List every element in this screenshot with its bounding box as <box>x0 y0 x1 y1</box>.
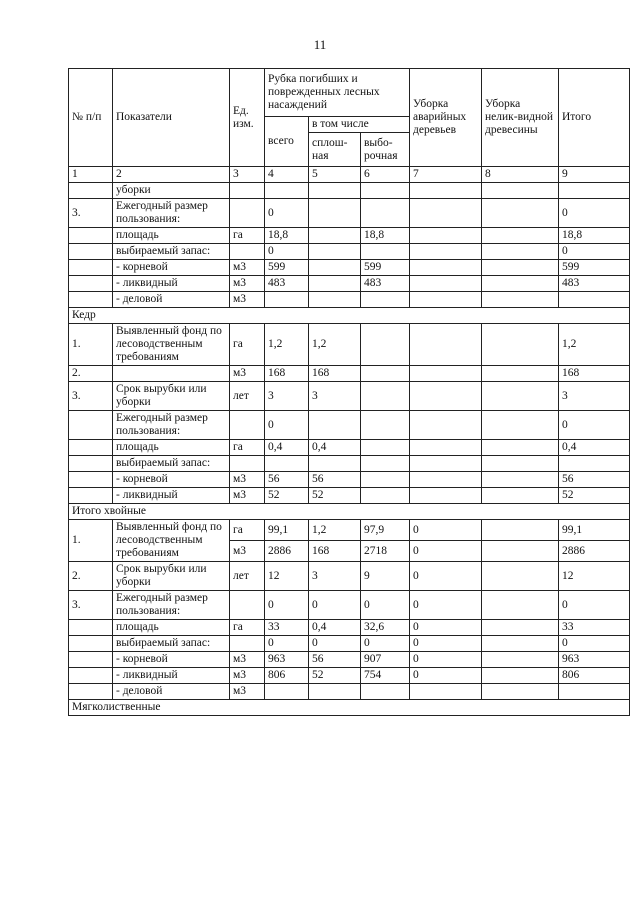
table-cell <box>482 620 559 636</box>
table-cell <box>309 228 361 244</box>
table-cell: 806 <box>559 668 630 684</box>
table-cell: 599 <box>265 260 309 276</box>
section-row <box>69 504 630 520</box>
table-cell: 0,4 <box>265 440 309 456</box>
table-cell: м3 <box>230 472 265 488</box>
table-cell: 9 <box>361 562 410 591</box>
table-cell: 18,8 <box>559 228 630 244</box>
section-label: Мягколиственные <box>69 700 630 716</box>
table-cell <box>559 292 630 308</box>
table-cell <box>410 472 482 488</box>
table-cell <box>361 684 410 700</box>
table-row <box>69 244 630 260</box>
table-cell: 963 <box>265 652 309 668</box>
table-cell: - ликвидный <box>113 668 230 684</box>
table-cell: 52 <box>309 488 361 504</box>
table-cell <box>410 440 482 456</box>
table-cell: 0 <box>410 562 482 591</box>
table-cell: - деловой <box>113 292 230 308</box>
table-cell <box>361 199 410 228</box>
table-row <box>69 183 630 199</box>
table-cell: 0 <box>361 636 410 652</box>
table-cell: м3 <box>230 292 265 308</box>
table-cell <box>309 199 361 228</box>
table-row <box>69 520 630 541</box>
table-cell: 3 <box>559 382 630 411</box>
table-row <box>69 366 630 382</box>
table-cell <box>410 411 482 440</box>
header-indicators: Показатели <box>113 69 230 167</box>
table-cell: 0 <box>265 199 309 228</box>
table-cell: 0 <box>410 541 482 562</box>
table-cell <box>559 684 630 700</box>
table-cell: 0 <box>410 520 482 541</box>
table-cell: 56 <box>265 472 309 488</box>
table-cell: 52 <box>559 488 630 504</box>
table-cell: 168 <box>309 366 361 382</box>
table-cell <box>69 456 113 472</box>
table-cell: 806 <box>265 668 309 684</box>
table-cell: 99,1 <box>559 520 630 541</box>
table-cell <box>410 276 482 292</box>
table-cell: Выявленный фонд по лесоводственным требованиям <box>113 324 230 366</box>
table-cell <box>69 244 113 260</box>
table-cell <box>559 183 630 199</box>
table-cell: 0 <box>410 620 482 636</box>
table-cell <box>230 199 265 228</box>
table-cell: 3. <box>69 199 113 228</box>
table-cell: 33 <box>559 620 630 636</box>
table-cell <box>69 183 113 199</box>
table-cell <box>69 292 113 308</box>
table-cell: лет <box>230 382 265 411</box>
table-row <box>69 411 630 440</box>
table-cell <box>410 228 482 244</box>
table-cell: 963 <box>559 652 630 668</box>
table-cell: 3 <box>309 562 361 591</box>
table-cell <box>69 488 113 504</box>
table-cell: 0,4 <box>309 440 361 456</box>
table-cell <box>309 411 361 440</box>
table-body <box>69 183 630 716</box>
table-row <box>69 276 630 292</box>
table-row <box>69 382 630 411</box>
table-cell: 12 <box>559 562 630 591</box>
header-column-number: 1 <box>69 167 113 183</box>
table-cell <box>482 684 559 700</box>
header-column-number: 6 <box>361 167 410 183</box>
table-cell <box>482 260 559 276</box>
table-cell <box>482 541 559 562</box>
table-cell: Выявленный фонд по лесоводственным требованиям <box>113 520 230 562</box>
table-cell <box>410 244 482 260</box>
table-cell: 483 <box>559 276 630 292</box>
table-cell: 2718 <box>361 541 410 562</box>
table-cell <box>482 652 559 668</box>
table-cell: 1. <box>69 324 113 366</box>
table-cell: 1,2 <box>309 520 361 541</box>
table-cell <box>482 276 559 292</box>
table-cell <box>410 456 482 472</box>
table-cell: 0 <box>410 591 482 620</box>
table-cell <box>361 382 410 411</box>
table-cell: - деловой <box>113 684 230 700</box>
table-cell <box>230 244 265 260</box>
table-cell: м3 <box>230 541 265 562</box>
table-cell: Ежегодный размер пользования: <box>113 411 230 440</box>
table-cell: 3. <box>69 382 113 411</box>
table-cell <box>410 292 482 308</box>
header-column-number: 3 <box>230 167 265 183</box>
header-unit: Ед. изм. <box>230 69 265 167</box>
table-cell <box>410 366 482 382</box>
table-cell <box>482 324 559 366</box>
page-number: 11 <box>313 37 327 52</box>
table-cell <box>309 183 361 199</box>
table-cell: 0 <box>265 411 309 440</box>
table-cell <box>482 411 559 440</box>
forest-use-table <box>68 68 630 716</box>
table-cell: 0 <box>265 591 309 620</box>
table-cell <box>482 199 559 228</box>
table-cell <box>482 472 559 488</box>
table-cell: 3. <box>69 591 113 620</box>
table-cell <box>309 260 361 276</box>
table-cell: 56 <box>309 652 361 668</box>
section-row <box>69 308 630 324</box>
table-cell <box>482 456 559 472</box>
table-cell: - корневой <box>113 472 230 488</box>
table-cell: 99,1 <box>265 520 309 541</box>
table-cell: 483 <box>265 276 309 292</box>
table-cell <box>361 292 410 308</box>
table-cell: Срок вырубки или уборки <box>113 562 230 591</box>
header-selective: выбо-рочная <box>361 133 410 167</box>
table-cell <box>230 456 265 472</box>
table-cell: Ежегодный размер пользования: <box>113 591 230 620</box>
table-cell: 97,9 <box>361 520 410 541</box>
table-cell <box>309 292 361 308</box>
header-total: Итого <box>559 69 630 167</box>
table-cell: 168 <box>309 541 361 562</box>
table-cell <box>309 456 361 472</box>
table-row <box>69 636 630 652</box>
table-cell: 56 <box>559 472 630 488</box>
table-cell <box>265 183 309 199</box>
table-header <box>69 69 630 183</box>
table-cell <box>69 276 113 292</box>
table-cell: м3 <box>230 488 265 504</box>
table-row <box>69 456 630 472</box>
table-cell: 2. <box>69 366 113 382</box>
table-cell: - ликвидный <box>113 276 230 292</box>
table-row <box>69 684 630 700</box>
table-row <box>69 620 630 636</box>
table-row <box>69 652 630 668</box>
table-cell: лет <box>230 562 265 591</box>
table-cell <box>410 260 482 276</box>
table-row <box>69 228 630 244</box>
table-cell <box>309 684 361 700</box>
table-cell <box>482 562 559 591</box>
header-group-sub: в том числе <box>309 117 410 133</box>
table-cell: 0 <box>410 652 482 668</box>
table-cell: 0 <box>559 411 630 440</box>
table-cell <box>482 520 559 541</box>
table-cell: 0,4 <box>309 620 361 636</box>
table-cell: уборки <box>113 183 230 199</box>
header-column-number: 9 <box>559 167 630 183</box>
table-cell: 33 <box>265 620 309 636</box>
table-cell <box>482 636 559 652</box>
header-col7: Уборка аварийных деревьев <box>410 69 482 167</box>
table-cell <box>559 456 630 472</box>
table-cell <box>410 684 482 700</box>
table-cell: 3 <box>265 382 309 411</box>
section-row <box>69 700 630 716</box>
header-col8: Уборка нелик-видной древесины <box>482 69 559 167</box>
table-cell: 12 <box>265 562 309 591</box>
table-cell: 483 <box>361 276 410 292</box>
table-cell: 599 <box>361 260 410 276</box>
table-cell: площадь <box>113 440 230 456</box>
table-cell: 18,8 <box>265 228 309 244</box>
table-cell <box>410 199 482 228</box>
table-cell: 0 <box>559 199 630 228</box>
table-cell <box>69 260 113 276</box>
table-row <box>69 472 630 488</box>
table-row <box>69 440 630 456</box>
table-cell: 32,6 <box>361 620 410 636</box>
table-cell <box>482 292 559 308</box>
header-number-row <box>69 167 630 183</box>
header-clear: сплош-ная <box>309 133 361 167</box>
table-cell <box>482 244 559 260</box>
table-cell <box>410 382 482 411</box>
table-cell: выбираемый запас: <box>113 456 230 472</box>
table-cell: 2886 <box>265 541 309 562</box>
table-cell <box>230 183 265 199</box>
table-cell: 2886 <box>559 541 630 562</box>
table-cell <box>69 620 113 636</box>
table-cell <box>410 324 482 366</box>
section-label: Кедр <box>69 308 630 324</box>
table-cell: 0 <box>265 244 309 260</box>
table-cell <box>482 668 559 684</box>
table-cell <box>265 292 309 308</box>
table-cell: 1. <box>69 520 113 562</box>
table-cell: 52 <box>265 488 309 504</box>
table-cell: 168 <box>265 366 309 382</box>
table-cell <box>361 456 410 472</box>
table-cell <box>482 591 559 620</box>
table-cell <box>309 244 361 260</box>
table-cell: м3 <box>230 260 265 276</box>
table-cell: 0 <box>410 668 482 684</box>
table-cell <box>482 228 559 244</box>
table-cell: - корневой <box>113 652 230 668</box>
table-cell: м3 <box>230 684 265 700</box>
table-cell: 0 <box>559 244 630 260</box>
table-cell: площадь <box>113 228 230 244</box>
table-cell: площадь <box>113 620 230 636</box>
table-cell: 0 <box>559 591 630 620</box>
header-column-number: 2 <box>113 167 230 183</box>
table-cell: га <box>230 520 265 541</box>
table-cell: м3 <box>230 276 265 292</box>
table-cell: 907 <box>361 652 410 668</box>
table-cell <box>69 668 113 684</box>
table-cell: Срок вырубки или уборки <box>113 382 230 411</box>
table-cell: 1,2 <box>559 324 630 366</box>
table-row <box>69 260 630 276</box>
table-cell: 3 <box>309 382 361 411</box>
header-column-number: 4 <box>265 167 309 183</box>
table-cell: 1,2 <box>309 324 361 366</box>
table-cell <box>230 411 265 440</box>
header-all: всего <box>265 117 309 167</box>
table-cell <box>69 472 113 488</box>
table-cell <box>265 684 309 700</box>
table-cell <box>69 411 113 440</box>
table-cell: 2. <box>69 562 113 591</box>
table-cell: - ликвидный <box>113 488 230 504</box>
table-cell: 52 <box>309 668 361 684</box>
table-cell <box>361 183 410 199</box>
table-cell: 0,4 <box>559 440 630 456</box>
header-column-number: 7 <box>410 167 482 183</box>
table-cell: выбираемый запас: <box>113 636 230 652</box>
table-row <box>69 668 630 684</box>
table-cell: выбираемый запас: <box>113 244 230 260</box>
table-cell <box>410 488 482 504</box>
table-cell: 1,2 <box>265 324 309 366</box>
table-cell <box>361 440 410 456</box>
table-cell: га <box>230 440 265 456</box>
header-column-number: 8 <box>482 167 559 183</box>
table-cell: Ежегодный размер пользования: <box>113 199 230 228</box>
table-cell <box>69 684 113 700</box>
table-cell: 0 <box>361 591 410 620</box>
header-column-number: 5 <box>309 167 361 183</box>
table-cell: га <box>230 324 265 366</box>
table-cell: га <box>230 620 265 636</box>
table-cell: га <box>230 228 265 244</box>
table-cell <box>482 488 559 504</box>
table-row <box>69 199 630 228</box>
table-cell <box>230 591 265 620</box>
table-cell: м3 <box>230 366 265 382</box>
table-cell: м3 <box>230 652 265 668</box>
table-row <box>69 324 630 366</box>
table-cell <box>265 456 309 472</box>
table-cell: м3 <box>230 668 265 684</box>
table-row <box>69 292 630 308</box>
table-cell <box>69 652 113 668</box>
table-cell: 754 <box>361 668 410 684</box>
table-cell <box>69 228 113 244</box>
table-cell <box>230 636 265 652</box>
table-cell <box>69 636 113 652</box>
table-cell: 0 <box>309 636 361 652</box>
table-cell: 0 <box>309 591 361 620</box>
table-cell: 168 <box>559 366 630 382</box>
table-cell: - корневой <box>113 260 230 276</box>
table-row <box>69 562 630 591</box>
table-cell <box>361 488 410 504</box>
table-cell <box>482 183 559 199</box>
table-row <box>69 591 630 620</box>
table-cell <box>361 472 410 488</box>
table-row <box>69 488 630 504</box>
table-cell <box>309 276 361 292</box>
table-cell <box>69 440 113 456</box>
table-cell <box>482 440 559 456</box>
table-cell <box>361 244 410 260</box>
table-cell <box>361 366 410 382</box>
table-cell <box>361 324 410 366</box>
table-cell: 56 <box>309 472 361 488</box>
table-cell <box>113 366 230 382</box>
section-label: Итого хвойные <box>69 504 630 520</box>
table-cell: 0 <box>410 636 482 652</box>
table-cell <box>361 411 410 440</box>
table-cell: 18,8 <box>361 228 410 244</box>
table-cell: 0 <box>265 636 309 652</box>
header-group-main: Рубка погибших и поврежденных лесных насаждений <box>265 69 410 117</box>
table-cell: 0 <box>559 636 630 652</box>
table-cell <box>410 183 482 199</box>
header-num: № п/п <box>69 69 113 167</box>
table-cell: 599 <box>559 260 630 276</box>
table-cell <box>482 382 559 411</box>
table-cell <box>482 366 559 382</box>
